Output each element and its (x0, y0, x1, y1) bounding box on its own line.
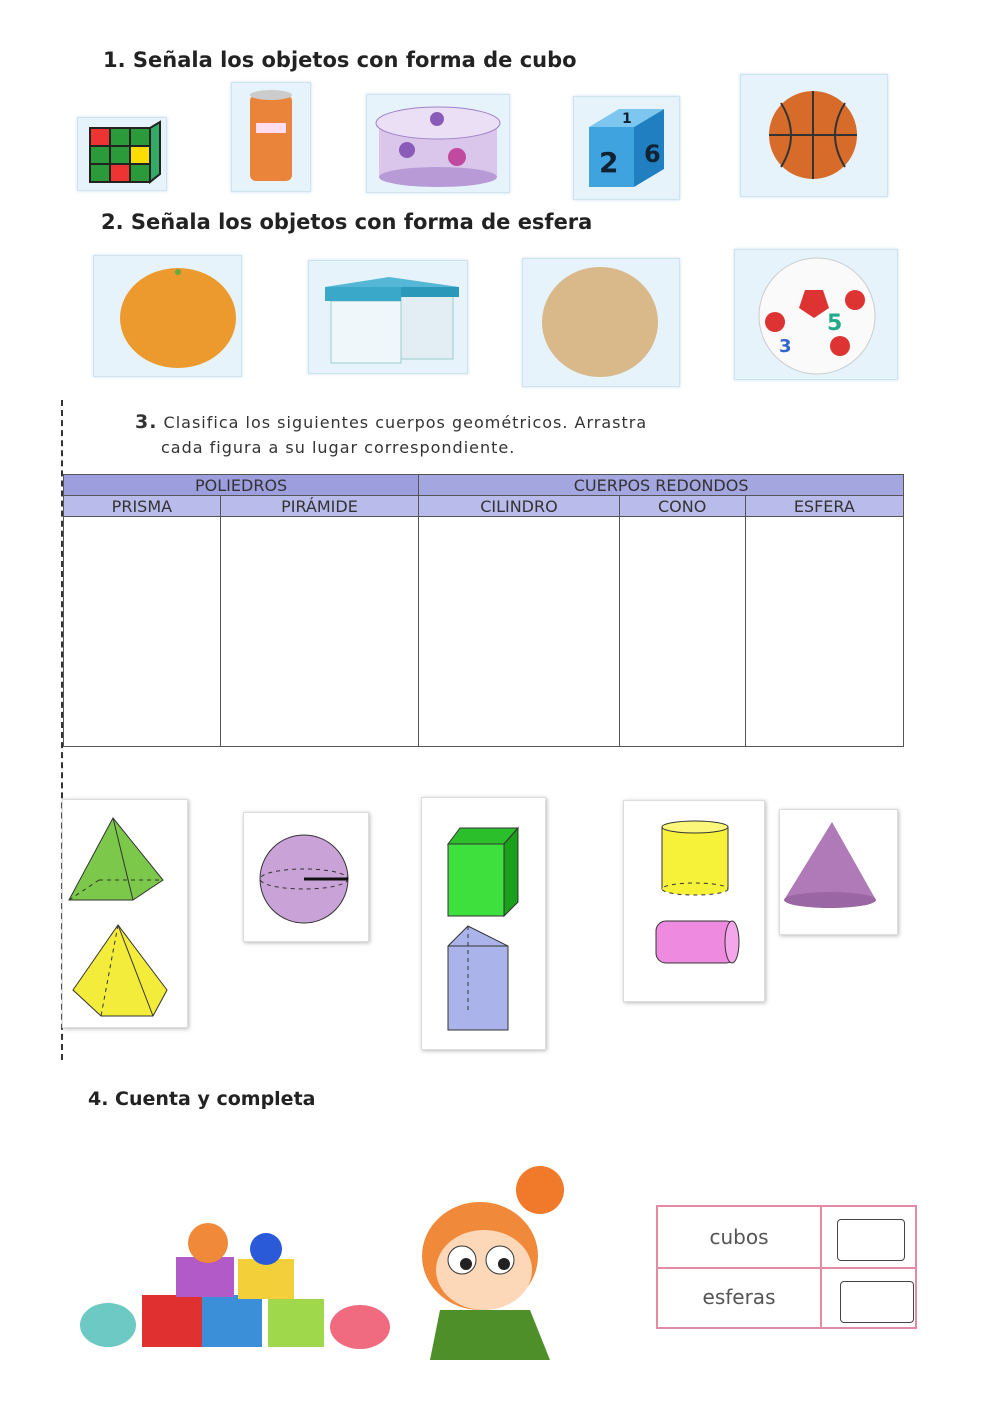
pyramids-card[interactable] (62, 799, 188, 1028)
svg-text:6: 6 (644, 140, 661, 168)
section1-title: 1. Señala los objetos con forma de cubo (103, 48, 577, 72)
section2-title: 2. Señala los objetos con forma de esfera (101, 210, 593, 234)
label-esferas: esferas (658, 1267, 822, 1327)
cookie-image[interactable] (522, 258, 680, 387)
section4-title: 4. Cuenta y completa (88, 1088, 316, 1110)
label-cubos: cubos (658, 1207, 822, 1267)
prisms-card[interactable] (421, 797, 546, 1050)
drop-zone-prisma[interactable] (64, 517, 221, 747)
gift-box-image[interactable] (308, 260, 468, 374)
cone-card[interactable] (779, 809, 898, 935)
orange-image[interactable] (93, 255, 242, 377)
drop-zone-cono[interactable] (619, 517, 745, 747)
cylinders-card[interactable] (623, 800, 765, 1002)
sphere-card[interactable] (243, 812, 369, 942)
classification-table (63, 474, 904, 747)
group-poliedros: POLIEDROS (64, 475, 419, 496)
girl-illustration (400, 1160, 580, 1365)
section3-number: 3. (135, 411, 158, 433)
count-row-esferas (658, 1267, 915, 1327)
svg-text:2: 2 (599, 146, 619, 179)
svg-text:5: 5 (827, 311, 843, 336)
count-row-cubos (658, 1207, 915, 1269)
cubos-input[interactable] (837, 1219, 905, 1261)
section3-instructions (135, 410, 647, 460)
soccer-ball-image[interactable] (734, 249, 898, 380)
column-prisma: PRISMA (64, 496, 221, 517)
drop-zone-cilindro[interactable] (419, 517, 620, 747)
column-cilindro: CILINDRO (419, 496, 620, 517)
soda-can-image[interactable] (231, 82, 311, 192)
blocks-illustration (78, 1215, 398, 1350)
drop-zone-piramide[interactable] (220, 517, 418, 747)
svg-text:3: 3 (779, 336, 792, 357)
dice-image[interactable] (573, 96, 680, 200)
svg-text:1: 1 (622, 111, 632, 127)
esferas-input[interactable] (840, 1281, 914, 1323)
instruction-line1: Clasifica los siguientes cuerpos geométricos. Arrastra (163, 413, 648, 432)
column-piramide: PIRÁMIDE (220, 496, 418, 517)
group-cuerpos-redondos: CUERPOS REDONDOS (419, 475, 904, 496)
round-tin-image[interactable] (366, 94, 510, 193)
column-cono: CONO (619, 496, 745, 517)
column-esfera: ESFERA (745, 496, 903, 517)
basketball-image[interactable] (740, 74, 888, 197)
instruction-line2: cada figura a su lugar correspondiente. (161, 438, 516, 457)
count-table (656, 1205, 917, 1329)
rubik-cube-image[interactable] (77, 117, 167, 191)
drop-zone-esfera[interactable] (745, 517, 903, 747)
